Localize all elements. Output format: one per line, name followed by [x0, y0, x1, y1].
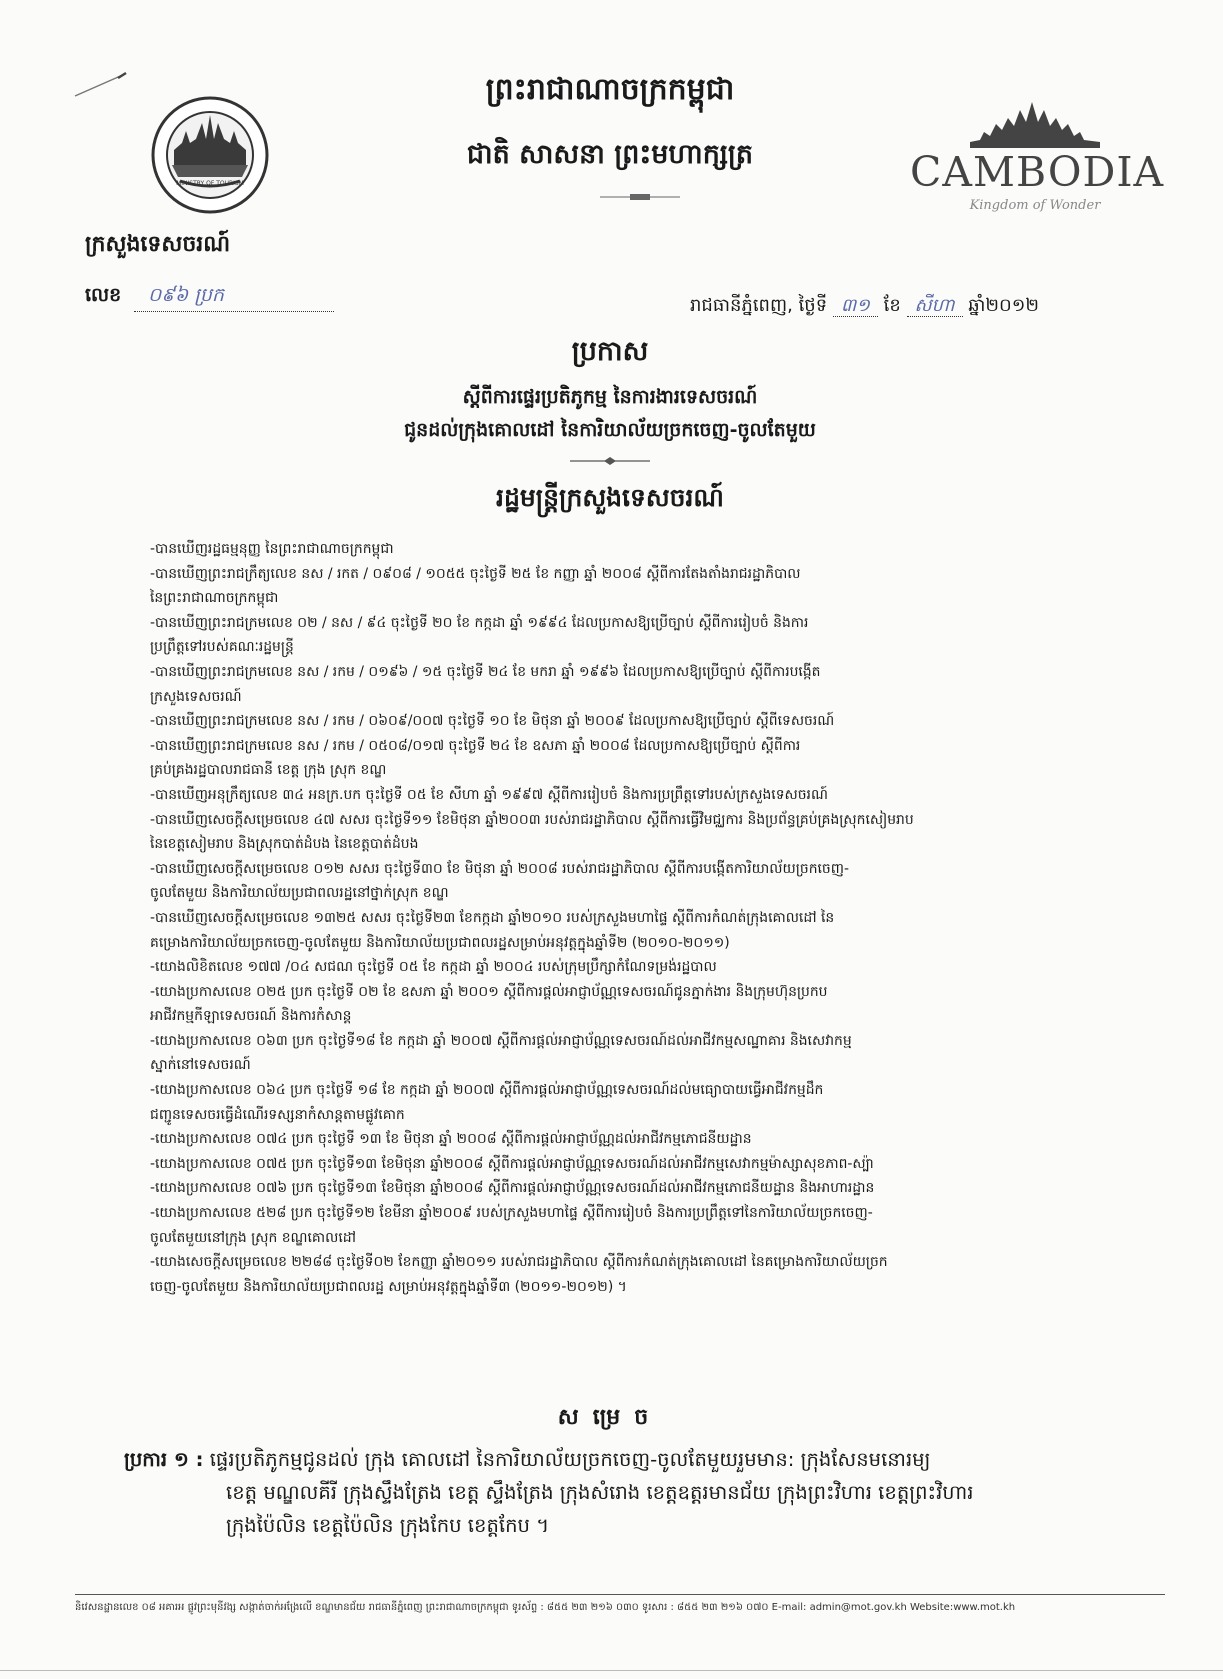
article-1-label: ប្រការ ១ : [124, 1448, 204, 1471]
angkor-skyline-icon [970, 100, 1100, 148]
article-1 [124, 1443, 1154, 1542]
seal-caption: MINISTRY OF TOURISM [176, 180, 244, 187]
cambodia-logo-tagline: Kingdom of Wonder [969, 198, 1101, 213]
basis-item [150, 709, 1145, 734]
date-line [690, 293, 1039, 320]
pen-mark-icon [70, 70, 130, 100]
article-1-line-1: ផ្ទេរប្រតិភូកម្មជូនដល់ ក្រុង គោលដៅ នៃការិយាល័យច្រកចេញ-ចូលតែមួយរួមមាន: ក្រុងសែនមនោរម្យ [209, 1448, 931, 1471]
basis-item-continuation: ចូលតែមួយ និងការិយាល័យប្រជាពលរដ្ឋនៅថ្នាក់ស្រុក ខណ្ឌ [150, 885, 449, 902]
kingdom-heading: ព្រះរាជាណាចក្រកម្ពុជា [485, 72, 735, 107]
basis-item [150, 660, 1145, 709]
document-title: ប្រកាស [571, 336, 649, 367]
basis-item-line: -យោងសេចក្តីសម្រេចលេខ ២២៨៨ ចុះថ្ងៃទី០២ ខែកញ្ញា ឆ្នាំ២០១១ របស់រាជរដ្ឋាភិបាល ស្តីពីការកំណត់ក្រុងគោលដៅ នៃគម្រោងការិយាល័យច្រក [150, 1254, 888, 1271]
basis-item-line: -យោងប្រកាសលេខ ០៦៤ ប្រក ចុះថ្ងៃទី ១៨ ខែ កក្កដា ឆ្នាំ ២០០៧ ស្តីពីការផ្តល់អាជ្ញាប័ណ្ណទេសចរណ៍ដល់មធ្យោបាយធ្វើអាជីវកម្មដឹក [150, 1082, 824, 1099]
basis-item [150, 857, 1145, 906]
basis-item-line: -យោងប្រកាសលេខ ០៦៣ ប្រក ចុះថ្ងៃទី១៨ ខែ កក្កដា ឆ្នាំ ២០០៧ ស្តីពីការផ្តល់អាជ្ញាប័ណ្ណទេសចរណ៍ដល់អាជីវកម្មសណ្ឋាគារ និងសេវាកម្ម [150, 1032, 852, 1049]
basis-item-continuation: នៃខេត្តសៀមរាប និងស្រុកបាត់ដំបង នៃខេត្តបាត់ដំបង [150, 836, 419, 853]
basis-item [150, 537, 1145, 562]
basis-item [150, 906, 1145, 955]
basis-item [150, 1152, 1145, 1177]
basis-item [150, 1127, 1145, 1152]
footer-contact: និវេសនដ្ឋានលេខ ០៨ អគារអ ផ្លូវព្រះមុនីវង្ស សង្កាត់ចាក់អង្រែលើ ខណ្ឌមានជ័យ រាជធានីភ្នំពេញ ព្រះរាជាណាចក្រកម្ពុជា ទូរស័ព្ទ : ៨៥៥ ២៣ ២១៦ ០៣០ ទូរសារ : ៨៥៥ ២៣ ២១៦ ០៧០ E-mail: admin@mot.gov.kh Website:www.mot.kh [75, 1602, 1016, 1613]
basis-item-line: -បានឃើញព្រះរាជក្រមលេខ ០២ / នស / ៩៤ ចុះថ្ងៃទី ២០ ខែ កក្កដា ឆ្នាំ ១៩៩៤ ដែលប្រកាសឱ្យប្រើច្បាប់ ស្តីពីការរៀបចំ និងការ [150, 614, 809, 631]
basis-item [150, 783, 1145, 808]
basis-item-line: -យោងប្រកាសលេខ ០៧៤ ប្រក ចុះថ្ងៃទី ១៣ ខែ មិថុនា ឆ្នាំ ២០០៨ ស្តីពីការផ្តល់អាជ្ញាប័ណ្ណដល់អាជីវកម្មភោជនីយដ្ឋាន [150, 1131, 752, 1148]
basis-item-continuation: គម្រោងការិយាល័យច្រកចេញ-ចូលតែមួយ និងការិយាល័យប្រជាពលរដ្ឋសម្រាប់អនុវត្តក្នុងឆ្នាំទី២ (២០១០-២០១១) [150, 934, 730, 951]
ornament-divider-icon [600, 193, 680, 201]
basis-item [150, 611, 1145, 660]
ministry-name: ក្រសួងទេសចរណ៍ [85, 232, 231, 257]
article-1-line-2: ខេត្ត មណ្ឌលគីរី ក្រុងស្ទឹងត្រែង ខេត្ត ស្ទឹងត្រែង ក្រុងសំរោង ខេត្តឧត្តរមានជ័យ ក្រុងព្រះវិហារ ខេត្តព្រះវិហារ [226, 1481, 974, 1504]
basis-item [150, 734, 1145, 783]
basis-item-line: -បានឃើញព្រះរាជក្រមលេខ នស / រកម / ០៦០៩/០០៧ ចុះថ្ងៃទី ១០ ខែ មិថុនា ឆ្នាំ ២០០៩ ដែលប្រកាសឱ្យប្រើច្បាប់ ស្តីពីទេសចរណ៍ [150, 713, 835, 730]
date-month-label: ខែ [883, 295, 901, 316]
decides-heading: សម្រេច [557, 1405, 663, 1430]
basis-item [150, 955, 1145, 980]
basis-item-continuation: ស្នាក់នៅទេសចរណ៍ [150, 1057, 251, 1074]
subtitle-line-2: ជូនដល់ក្រុងគោលដៅ នៃការិយាល័យច្រកចេញ-ចូលតែមួយ [404, 419, 816, 441]
date-prefix: រាជធានីភ្នំពេញ, ថ្ងៃទី [690, 295, 828, 316]
ornament-divider-icon [570, 457, 650, 465]
basis-item-line: -យោងលិខិតលេខ ១៧៧ /០៤ សជណ ចុះថ្ងៃទី ០៥ ខែ កក្កដា ឆ្នាំ ២០០៤ របស់ក្រុមប្រឹក្សាកំណែទម្រង់រដ្ឋបាល [150, 959, 717, 976]
basis-item-line: -បានឃើញព្រះរាជក្រមលេខ នស / រកម / ០១៩៦ / ១៥ ចុះថ្ងៃទី ២៤ ខែ មករា ឆ្នាំ ១៩៩៦ ដែលប្រកាសឱ្យប្រើច្បាប់ ស្តីពីការបង្កើត [150, 663, 821, 680]
document-number-label: លេខ [85, 284, 122, 306]
basis-item [150, 1250, 1145, 1299]
basis-item [150, 1029, 1145, 1078]
basis-item-continuation: អាជីវកម្មកីឡាទេសចរណ៍ និងការកំសាន្ត [150, 1008, 352, 1025]
basis-item-continuation: នៃព្រះរាជាណាចក្រកម្ពុជា [150, 590, 279, 607]
basis-item-line: -យោងប្រកាសលេខ ០២៥ ប្រក ចុះថ្ងៃទី ០២ ខែ ឧសភា ឆ្នាំ ២០០១ ស្តីពីការផ្តល់អាជ្ញាប័ណ្ណទេសចរណ៍ជូនភ្នាក់ងារ និងក្រុមហ៊ុនប្រកប [150, 983, 828, 1000]
basis-item [150, 808, 1145, 857]
cambodia-logo [910, 100, 1165, 213]
basis-item-line: -បានឃើញសេចក្តីសម្រេចលេខ ៤៧ សសរ ចុះថ្ងៃទី១១ ខែមិថុនា ឆ្នាំ២០០៣ របស់រាជរដ្ឋាភិបាល ស្តីពីការធ្វើវិមជ្ឈការ និងប្រព័ន្ធគ្រប់គ្រងស្រុកសៀមរាប [150, 811, 914, 828]
basis-item-continuation: ចេញ-ចូលតែមួយ និងការិយាល័យប្រជាពលរដ្ឋ សម្រាប់អនុវត្តក្នុងឆ្នាំទី៣ (២០១១-២០១២) ។ [150, 1278, 627, 1295]
document-number-value: ០៩៦ ប្រក [134, 283, 334, 312]
document-number [85, 283, 334, 312]
basis-item [150, 980, 1145, 1029]
basis-item [150, 1078, 1145, 1127]
basis-item [150, 1176, 1145, 1201]
basis-item-line: -យោងប្រកាសលេខ ៥២៨ ប្រក ចុះថ្ងៃទី១២ ខែមីនា ឆ្នាំ២០០៩ របស់ក្រសួងមហាផ្ទៃ ស្តីពីការរៀបចំ និងការប្រព្រឹត្តទៅនៃការិយាល័យច្រកចេញ- [150, 1205, 873, 1222]
article-1-line-3: ក្រុងប៉ៃលិន ខេត្តប៉ៃលិន ក្រុងកែប ខេត្តកែប ។ [226, 1514, 550, 1537]
page-bottom-edge [0, 1670, 1223, 1671]
date-day: ៣១ [833, 295, 878, 317]
basis-item-line: -បានឃើញសេចក្តីសម្រេចលេខ ០១២ សសរ ចុះថ្ងៃទី៣០ ខែ មិថុនា ឆ្នាំ ២០០៨ របស់រាជរដ្ឋាភិបាល ស្តីពីការបង្កើតការិយាល័យច្រកចេញ- [150, 860, 849, 877]
basis-item [150, 562, 1145, 611]
minister-title: រដ្ឋមន្ត្រីក្រសួងទេសចរណ៍ [496, 483, 724, 512]
basis-item-line: -យោងប្រកាសលេខ ០៧៥ ប្រក ចុះថ្ងៃទី១៣ ខែមិថុនា ឆ្នាំ២០០៨ ស្តីពីការផ្តល់អាជ្ញាប័ណ្ណទេសចរណ៍ដល់អាជីវកម្មសេវាកម្មម៉ាស្សាសុខភាព-ស្ប៉ា [150, 1155, 874, 1172]
basis-item-line: -បានឃើញអនុក្រឹត្យលេខ ៣៤ អនក្រ.បក ចុះថ្ងៃទី ០៥ ខែ សីហា ឆ្នាំ ១៩៩៧ ស្តីពីការរៀបចំ និងការប្រព្រឹត្តទៅរបស់ក្រសួងទេសចរណ៍ [150, 786, 828, 803]
cambodia-logo-word: CAMBODIA [910, 148, 1165, 196]
legal-basis-list [150, 537, 1145, 1299]
basis-item-continuation: ជញ្ជូនទេសចរធ្វើដំណើរទស្សនាកំសាន្តតាមផ្លូវគោក [150, 1106, 405, 1123]
ministry-seal-icon [150, 95, 270, 215]
basis-item-line: -បានឃើញរដ្ឋធម្មនុញ្ញ នៃព្រះរាជាណាចក្រកម្ពុជា [150, 541, 394, 557]
basis-item-line: -បានឃើញព្រះរាជក្រមលេខ នស / រកម / ០៥០៨/០១៧ ចុះថ្ងៃទី ២៤ ខែ ឧសភា ឆ្នាំ ២០០៨ ដែលប្រកាសឱ្យប្រើច្បាប់ ស្តីពីការ [150, 737, 801, 754]
national-motto: ជាតិ សាសនា ព្រះមហាក្សត្រ [466, 139, 754, 170]
date-month: សីហា [907, 295, 963, 317]
basis-item-continuation: ប្រព្រឹត្តទៅរបស់គណៈរដ្ឋមន្ត្រី [150, 639, 294, 656]
date-year: ឆ្នាំ២០១២ [968, 295, 1039, 316]
basis-item-line: -បានឃើញសេចក្តីសម្រេចលេខ ១៣២៥ សសរ ចុះថ្ងៃទី២៣ ខែកក្កដា ឆ្នាំ២០១០ របស់ក្រសួងមហាផ្ទៃ ស្តីពីការកំណត់ក្រុងគោលដៅ នៃ [150, 909, 835, 926]
subtitle-line-1: ស្តីពីការផ្ទេរប្រតិភូកម្ម នៃការងារទេសចរណ៍ [462, 386, 758, 408]
basis-item-continuation: ចូលតែមួយនៅក្រុង ស្រុក ខណ្ឌគោលដៅ [150, 1229, 356, 1246]
footer-divider [75, 1594, 1165, 1595]
basis-item-line: -យោងប្រកាសលេខ ០៧៦ ប្រក ចុះថ្ងៃទី១៣ ខែមិថុនា ឆ្នាំ២០០៨ ស្តីពីការផ្តល់អាជ្ញាប័ណ្ណទេសចរណ៍ដល់អាជីវកម្មភោជនីយដ្ឋាន និងអាហារដ្ឋាន [150, 1180, 875, 1197]
basis-item-continuation: ក្រសួងទេសចរណ៍ [150, 688, 242, 705]
basis-item [150, 1201, 1145, 1250]
basis-item-line: -បានឃើញព្រះរាជក្រឹត្យលេខ នស / រកត / ០៩០៨ / ១០៥៥ ចុះថ្ងៃទី ២៥ ខែ កញ្ញា ឆ្នាំ ២០០៨ ស្តីពីការតែងតាំងរាជរដ្ឋាភិបាល [150, 565, 801, 582]
basis-item-continuation: គ្រប់គ្រងរដ្ឋបាលរាជធានី ខេត្ត ក្រុង ស្រុក ខណ្ឌ [150, 762, 387, 779]
